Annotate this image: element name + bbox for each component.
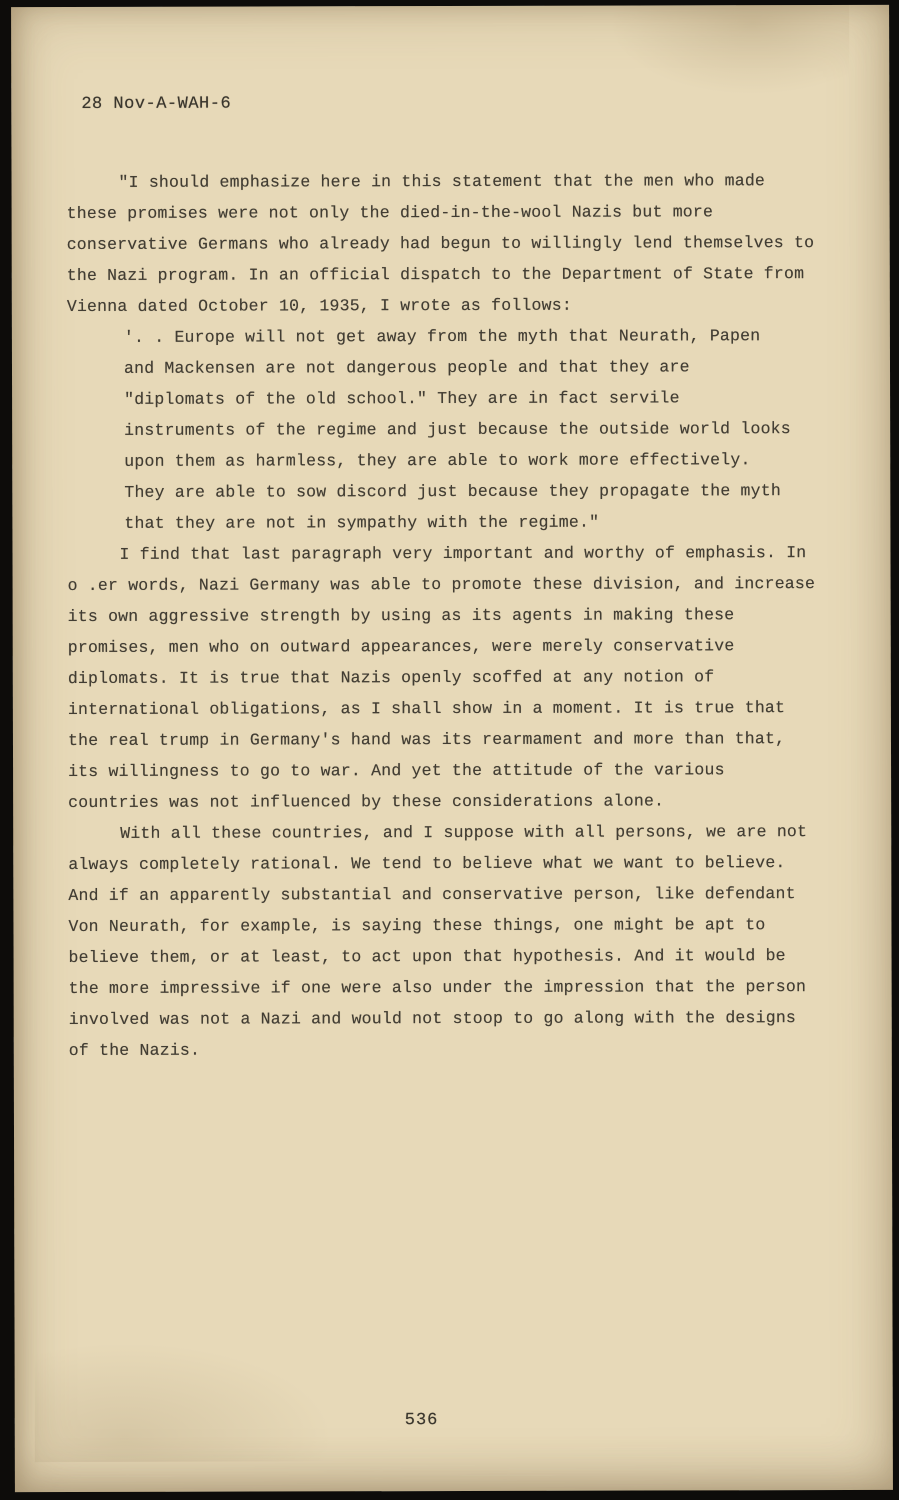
paragraph: With all these countries, and I suppose with all persons, we are not always completely rational. We tend to believe what we want to believe. And if an apparently substantial and conservative person, like defendant Von Neurath, for example, is saying these things, one might be apt to believe them, or at least, to act upon that hypothesis. And it would be the more impressive if one were also under the impression that the person involved was not a Nazi and would not stoop to go along with the designs of the Nazis. <box>68 822 808 1061</box>
document-body <box>66 165 823 1066</box>
page-number: 536 <box>404 1411 439 1431</box>
page-content <box>11 5 893 1492</box>
paragraph: I find that last paragraph very important and worthy of emphasis. In o .er words, Nazi Germany was able to promote these division, and increase its own aggressive strength by using as its agents in making these promises, men who on outward appearances, were merely conservative diplomats. It is true that Nazis openly scoffed at any notion of international obligations, as I shall show in a moment. It is true that the real trump in Germany's hand was its rearmament and more than that, its willingness to go to war. And yet the attitude of the various countries was not influenced by these considerations alone. <box>67 543 816 813</box>
document-header-reference: 28 Nov-A-WAH-6 <box>81 94 232 114</box>
paragraph: "I should emphasize here in this statement that the men who made these promises were not only the died-in-the-wool Nazis but more conservative Germans who already had begun to willingly lend themselves to the Nazi program. In an official dispatch to the Department of State from Vienna dated October 10, 1935, I wrote as follows: <box>66 171 815 317</box>
blockquote-paragraph: '. . Europe will not get away from the myth that Neurath, Papen and Mackensen are not dangerous people and that they are "diplomats of the old school." They are in fact servile instruments of the regime and just because the outside world looks upon them as harmless, they are able to work more effectively. They are able to sow discord just because they propagate the myth that they are not in sympathy with the regime." <box>123 326 791 533</box>
document-page <box>11 5 893 1492</box>
